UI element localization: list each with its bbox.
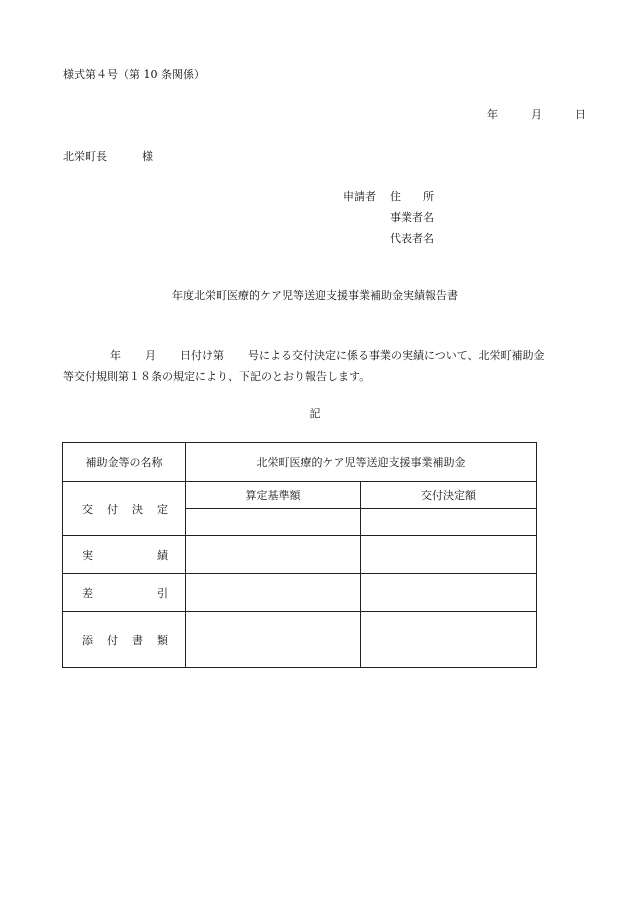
date-line [487, 106, 586, 122]
difference-standard-cell[interactable] [186, 574, 361, 612]
subsidy-name-label: 補助金等の名称 [63, 443, 186, 482]
body-text-a: 号による交付決定に係る事業の実績について、北栄町補助金 [248, 349, 545, 362]
difference-label-cell [63, 574, 186, 612]
document-title: 年度北栄町医療的ケア児等送迎支援事業補助金実績報告書 [172, 289, 458, 302]
actual-label-cell [63, 536, 186, 574]
table-row [63, 612, 537, 668]
attachment-label: 添 付 書 類 [82, 633, 168, 647]
addressee-name: 北栄町長 [63, 150, 107, 163]
standard-amount-cell[interactable] [186, 509, 361, 536]
ki-mark: 記 [309, 407, 321, 420]
body-line-1 [63, 345, 545, 366]
date-month: 月 [531, 108, 542, 121]
subsidy-name-value: 北栄町医療的ケア児等送迎支援事業補助金 [186, 443, 537, 482]
applicant-block [343, 186, 434, 249]
form-number: 様式第４号（第 10 条関係） [63, 68, 205, 81]
report-table [62, 442, 537, 668]
address-label: 住 所 [390, 190, 434, 203]
difference-label: 差 引 [82, 586, 168, 600]
body-text [63, 345, 545, 387]
standard-amount-header: 算定基準額 [186, 482, 361, 509]
body-year: 年 [110, 349, 121, 362]
attachment-cell-2[interactable] [361, 612, 537, 668]
table-row [63, 536, 537, 574]
actual-label: 実 績 [82, 548, 168, 562]
business-name-label: 事業者名 [390, 211, 434, 224]
addressee-honorific: 様 [142, 150, 153, 163]
table-row [63, 574, 537, 612]
decision-label: 交 付 決 定 [82, 502, 168, 516]
decision-amount-header: 交付決定額 [361, 482, 537, 509]
addressee [63, 148, 153, 164]
applicant-label: 申請者 [343, 190, 376, 203]
table-row [63, 482, 537, 509]
table-row [63, 443, 537, 482]
date-day: 日 [575, 108, 586, 121]
representative-label: 代表者名 [390, 232, 434, 245]
decision-label-cell [63, 482, 186, 536]
date-year: 年 [487, 108, 498, 121]
decision-amount-cell[interactable] [361, 509, 537, 536]
body-issue-number: 日付け第 [180, 349, 224, 362]
attachment-label-cell [63, 612, 186, 668]
body-month: 月 [145, 349, 156, 362]
actual-decision-cell[interactable] [361, 536, 537, 574]
attachment-cell-1[interactable] [186, 612, 361, 668]
actual-standard-cell[interactable] [186, 536, 361, 574]
difference-decision-cell[interactable] [361, 574, 537, 612]
body-line-2: 等交付規則第１８条の規定により、下記のとおり報告します。 [63, 370, 371, 383]
